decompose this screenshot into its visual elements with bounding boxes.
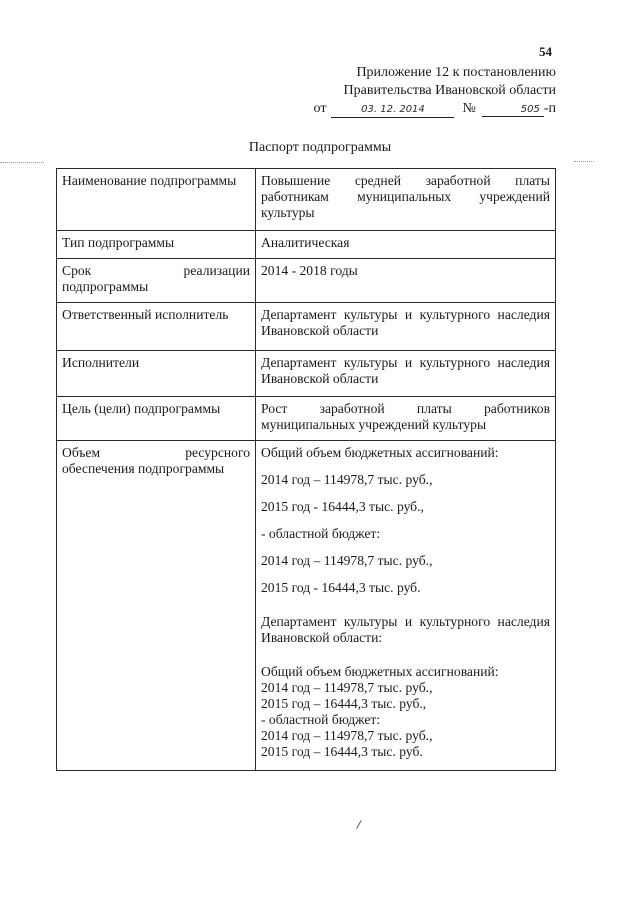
dept-funding-line: Общий объем бюджетных ассигнований: — [261, 664, 499, 679]
decree-number-field: 505 — [482, 103, 544, 117]
passport-table — [56, 168, 556, 771]
funding-line: 2015 год - 16444,3 тыс. руб., — [261, 499, 424, 514]
row-value: Департамент культуры и культурного наследия Ивановской области — [256, 303, 556, 351]
table-row — [57, 303, 556, 351]
row-label: Ответственный исполнитель — [57, 303, 256, 351]
row-value: Рост заработной платы работников муниципальных учреждений культуры — [256, 397, 556, 441]
dept-funding-line: - областной бюджет: — [261, 712, 381, 727]
table-row — [57, 441, 556, 771]
number-suffix: -п — [543, 101, 556, 116]
row-label: Тип подпрограммы — [57, 231, 256, 259]
dept-funding-line: 2015 год – 16444,3 тыс. руб., — [261, 696, 427, 711]
dept-funding-line: 2015 год – 16444,3 тыс. руб. — [261, 744, 423, 759]
row-label: Исполнители — [57, 351, 256, 397]
appendix-header — [314, 64, 556, 118]
row-value: 2014 - 2018 годы — [256, 259, 556, 303]
row-label — [57, 441, 256, 771]
dept-funding-line: 2014 год – 114978,7 тыс. руб., — [261, 680, 433, 695]
table-row — [57, 259, 556, 303]
appendix-line2: Правительства Ивановской области — [343, 83, 556, 98]
document-title: Паспорт подпрограммы — [248, 140, 392, 155]
row-label — [57, 259, 256, 303]
appendix-line3 — [314, 100, 556, 118]
row-label-line2: обеспечения подпрограммы — [62, 461, 225, 476]
decree-date-field: 03. 12. 2014 — [331, 103, 454, 118]
table-row — [57, 351, 556, 397]
row-value — [256, 441, 556, 771]
table-row — [57, 169, 556, 231]
scan-artifact-left — [0, 162, 44, 163]
table-row — [57, 231, 556, 259]
funding-line: 2014 год – 114978,7 тыс. руб., — [261, 553, 433, 568]
row-value: Департамент культуры и культурного наследия Ивановской области — [256, 351, 556, 397]
department-heading: Департамент культуры и культурного наследия Ивановской области: — [261, 614, 550, 645]
funding-line: - областной бюджет: — [261, 526, 381, 541]
scan-artifact-right — [574, 161, 594, 162]
table-row — [57, 397, 556, 441]
row-label: Наименование подпрограммы — [57, 169, 256, 231]
row-label-line1: Срок реализации — [62, 263, 250, 278]
row-value: Повышение средней заработной платы работникам муниципальных учреждений культуры — [256, 169, 556, 231]
dept-funding-line: 2014 год – 114978,7 тыс. руб., — [261, 728, 433, 743]
row-value: Аналитическая — [256, 231, 556, 259]
funding-line: 2014 год – 114978,7 тыс. руб., — [261, 472, 433, 487]
appendix-line1: Приложение 12 к постановлению — [356, 65, 556, 80]
from-label: от — [313, 101, 327, 116]
row-label-line2: подпрограммы — [62, 279, 149, 294]
row-label-line1: Объем ресурсного — [62, 445, 250, 460]
row-label: Цель (цели) подпрограммы — [57, 397, 256, 441]
number-label: № — [462, 101, 476, 116]
page-number: 54 — [539, 44, 552, 59]
funding-line: Общий объем бюджетных ассигнований: — [261, 445, 499, 460]
scan-tick-mark: / — [355, 817, 363, 832]
funding-line: 2015 год - 16444,3 тыс. руб. — [261, 580, 421, 595]
